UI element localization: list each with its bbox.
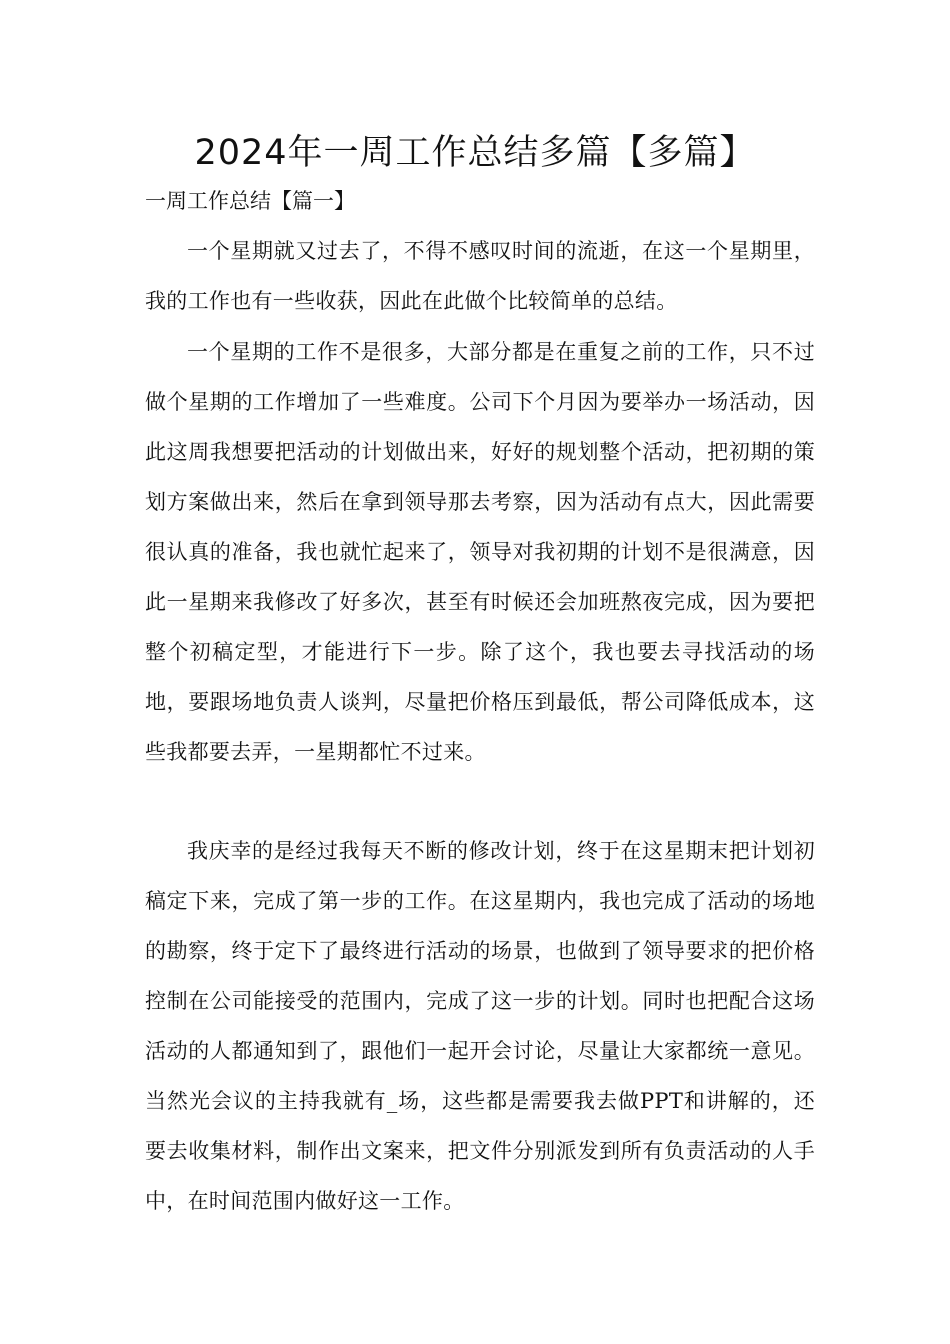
document-title: 2024年一周工作总结多篇【多篇】 [194,133,756,173]
paragraph-3: 我庆幸的是经过我每天不断的修改计划，终于在这星期末把计划初稿定下来，完成了第一步的工作。在这星期内，我也完成了活动的场地的勘察，终于定下了最终进行活动的场景，也做到了领导要求的把价格控制在公司能接受的范围内，完成了这一步的计划。同时也把配合这场活动的人都通知到了，跟他们一起开会讨论，尽量让大家都统一意见。当然光会议的主持我就有_场，这些都是需要我去做PPT和讲解的，还要去收集材料，制作出文案来，把文件分别派发到所有负责活动的人手中，在时间范围内做好这一工作。 [145,839,815,1213]
section-heading: 一周工作总结【篇一】 [145,189,355,213]
paragraph-1: 一个星期就又过去了，不得不感叹时间的流逝，在这一个星期里，我的工作也有一些收获，因此在此做个比较简单的总结。 [145,239,815,313]
paragraph-2: 一个星期的工作不是很多，大部分都是在重复之前的工作，只不过做个星期的工作增加了一些难度。公司下个月因为要举办一场活动，因此这周我想要把活动的计划做出来，好好的规划整个活动，把初期的策划方案做出来，然后在拿到领导那去考察，因为活动有点大，因此需要很认真的准备，我也就忙起来了，领导对我初期的计划不是很满意，因此一星期来我修改了好多次，甚至有时候还会加班熬夜完成，因为要把整个初稿定型，才能进行下一步。除了这个，我也要去寻找活动的场地，要跟场地负责人谈判，尽量把价格压到最低，帮公司降低成本，这些我都要去弄，一星期都忙不过来。 [145,340,815,764]
